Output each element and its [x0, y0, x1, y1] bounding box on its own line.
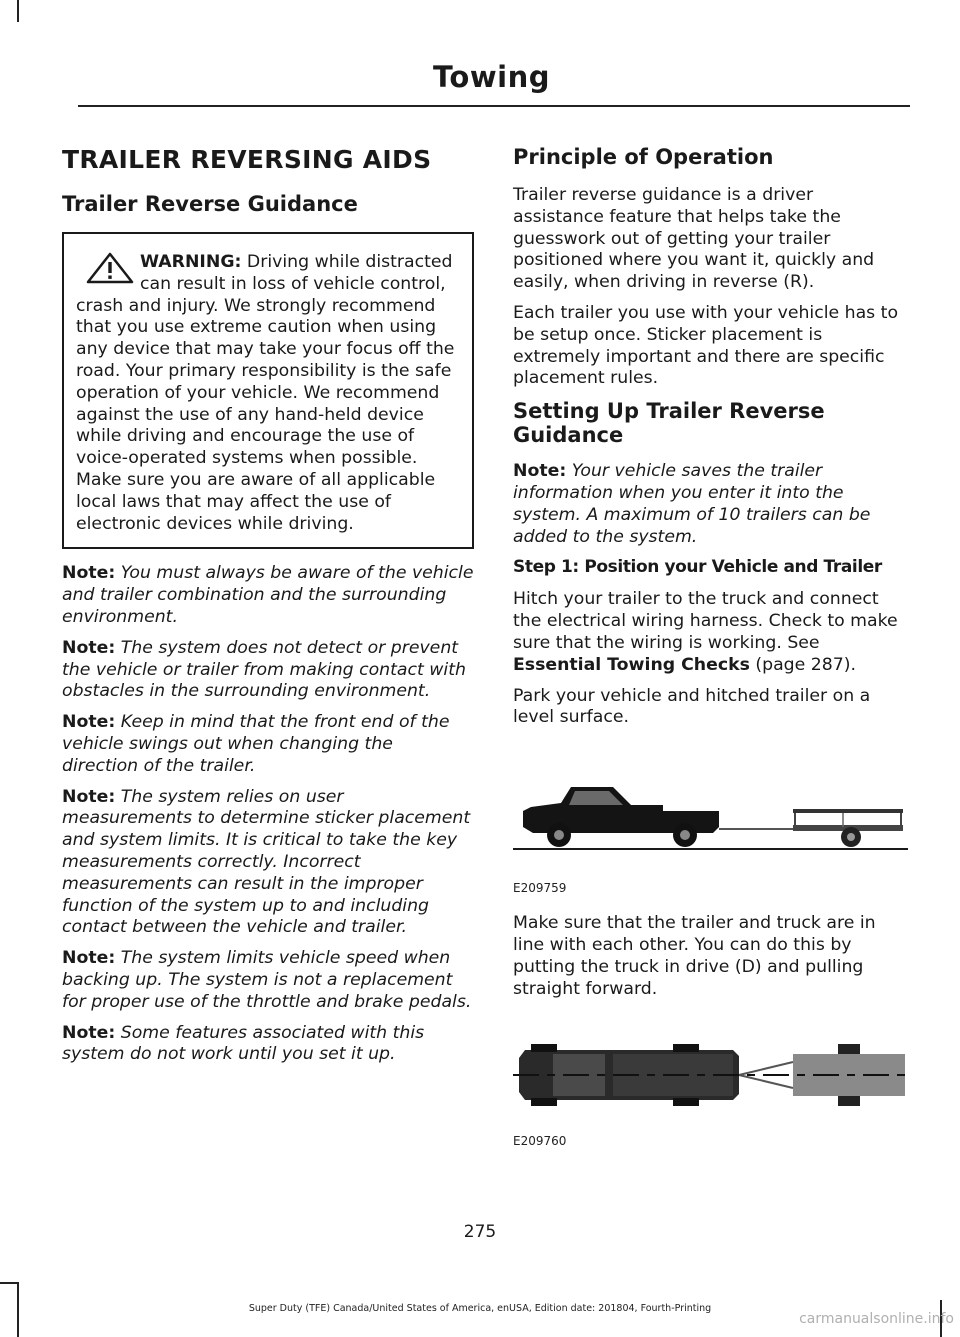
step1-paragraph: Park your vehicle and hitched trailer on a level surface. [513, 685, 871, 728]
note-text: You must always be aware of the vehicle and trailer combination and the surrounding environment. [62, 563, 474, 627]
note-label: Note: [62, 712, 116, 733]
note-text: Your vehicle saves the trailer information when you enter it into the system. A maximum of 10 trailers can be added to the system. [513, 461, 871, 547]
note-paragraph [62, 1023, 474, 1067]
note-label: Note: [513, 461, 567, 482]
figure-id: E209760 [513, 1134, 567, 1149]
step1-heading: Step 1: Position your Vehicle and Trailer [513, 557, 882, 578]
note-text: The system limits vehicle speed when backing up. The system is not a replacement for proper use of the throttle and brake pedals. [62, 948, 472, 1012]
edition-footer: Super Duty (TFE) Canada/United States of America, enUSA, Edition date: 201804, Fourth-Printing [248, 1303, 712, 1314]
header-rule [78, 105, 910, 107]
figure-side-view [513, 765, 908, 895]
note-label: Note: [62, 1022, 116, 1043]
note-paragraph [62, 712, 474, 777]
page-number: 275 [463, 1222, 497, 1242]
principle-paragraph: Trailer reverse guidance is a driver assistance feature that helps take the guesswork out of getting your trailer positioned where you want it, quickly and easily, when driving in reverse (R). [513, 185, 875, 293]
step1-paragraph [513, 589, 908, 676]
note-text: Some features associated with this system do not work until you set it up. [62, 1022, 425, 1065]
warning-box [62, 232, 474, 549]
crop-mark-bottom-left-h [0, 1282, 19, 1284]
setup-note [513, 461, 908, 548]
crop-mark-top-left [17, 0, 19, 22]
note-text: The system does not detect or prevent the vehicle or trailer from making contact with obstacles in the surrounding environment. [62, 637, 466, 702]
note-paragraph [62, 787, 474, 940]
note-label: Note: [62, 637, 116, 658]
section-subheading: Trailer Reverse Guidance [62, 192, 358, 216]
truck-trailer-top-illustration [513, 1036, 908, 1116]
note-label: Note: [62, 563, 116, 584]
warning-triangle-icon [86, 252, 134, 284]
note-label: Note: [62, 786, 116, 807]
essential-towing-checks-link[interactable]: Essential Towing Checks [513, 654, 750, 675]
figure-top-view [513, 1036, 908, 1148]
right-column [513, 145, 908, 1148]
step1-text: Hitch your trailer to the truck and connect the electrical wiring harness. Check to make sure that the wiring is working. See [513, 589, 898, 653]
section-title: Towing [433, 60, 550, 94]
note-text: The system relies on user measurements to determine sticker placement and system limits. It is critical to take the key measurements correctly. Incorrect measurements can result in the improper function of the system up to and including contact between the vehicle and trailer. [62, 786, 471, 938]
warning-label: WARNING: [140, 252, 242, 272]
warning-text: Driving while distracted can result in loss of vehicle control, crash and injury. We strongly recommend that you use extreme caution when using any device that may take your focus off the road. Your primary responsibility is the safe operation of your vehicle. We recommend against the use of any hand-held device while driving and encourage the use of voice-operated systems when possible. Make sure you are aware of all applicable local laws that may affect the use of electronic devices while driving. [76, 252, 455, 534]
principle-heading: Principle of Operation [513, 145, 774, 169]
left-column [62, 145, 474, 1075]
watermark: carmanualsonline.info [799, 1311, 954, 1327]
page-reference: (page 287). [749, 654, 856, 675]
page-heading: TRAILER REVERSING AIDS [62, 145, 432, 174]
truck-trailer-side-illustration [513, 765, 908, 855]
step1-paragraph: Make sure that the trailer and truck are in line with each other. You can do this by putting the truck in drive (D) and pulling straight forward. [513, 913, 876, 999]
figure-id: E209759 [513, 881, 567, 896]
note-paragraph [62, 563, 474, 628]
principle-paragraph: Each trailer you use with your vehicle has to be setup once. Sticker placement is extremely important and there are specific placement rules. [513, 302, 899, 389]
note-label: Note: [62, 948, 116, 969]
note-paragraph [62, 948, 474, 1013]
note-paragraph [62, 638, 474, 703]
note-text: Keep in mind that the front end of the vehicle swings out when changing the direction of the trailer. [62, 712, 450, 776]
setup-heading: Setting Up Trailer Reverse Guidance [513, 399, 825, 448]
